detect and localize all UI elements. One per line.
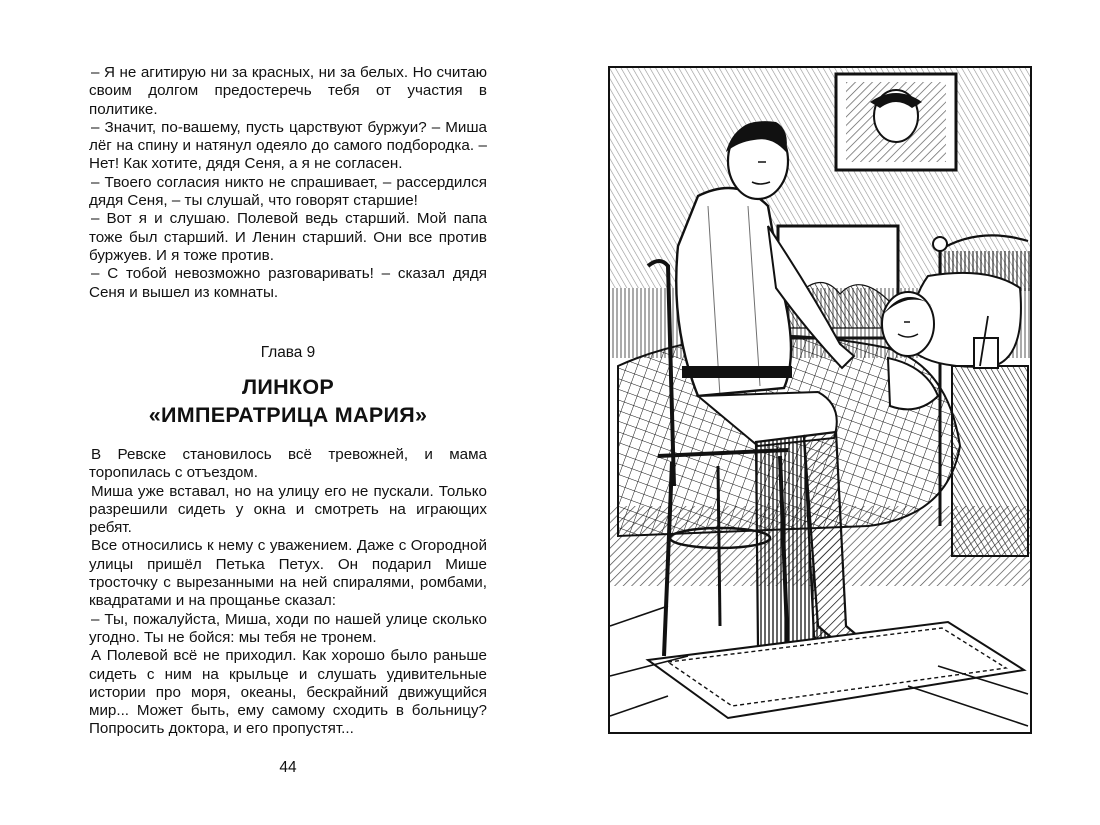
paragraph: В Ревске становилось всё тревожней, и мама торопилась с отъездом. — [89, 446, 487, 482]
chapter-text — [89, 446, 487, 739]
paragraph: – Вот я и слушаю. Полевой ведь старший. Мой папа тоже был старший. И Ленин старший. Они все против буржуев. И я тоже против. — [89, 210, 487, 264]
illustration — [608, 66, 1032, 734]
paragraph: – С тобой невозможно разговаривать! – сказал дядя Сеня и вышел из комнаты. — [89, 265, 487, 301]
page-number: 44 — [279, 759, 297, 776]
chapter-title — [89, 373, 487, 429]
chapter-label: Глава 9 — [260, 344, 316, 361]
paragraph: А Полевой всё не приходил. Как хорошо было раньше сидеть с ним на крыльце и слушать удивительные истории про моря, океаны, бескрайний движущийся мир... Может быть, ему самому сходить в больницу? Попросить доктора, и его пропустят... — [89, 647, 487, 738]
paragraph: – Твоего согласия никто не спрашивает, – рассердился дядя Сеня, – ты слушай, что говорят старшие! — [89, 173, 487, 210]
dialogue-text — [89, 64, 487, 302]
chapter-title-line1: ЛИНКОР — [241, 375, 335, 399]
paragraph: – Я не агитирую ни за красных, ни за белых. Но считаю своим долгом предостеречь тебя от участия в политике. — [89, 64, 487, 118]
paragraph: – Значит, по-вашему, пусть царствуют буржуи? – Миша лёг на спину и натянул одеяло до самого подбородка. – Нет! Как хотите, дядя Сеня, а я не согласен. — [89, 118, 487, 173]
paragraph: Миша уже вставал, но на улицу его не пускали. Только разрешили сидеть у окна и смотреть на играющих ребят. — [89, 482, 487, 537]
paragraph: – Ты, пожалуйста, Миша, ходи по нашей улице сколько угодно. Ты не бойся: мы тебя не тронем. — [89, 610, 487, 646]
ink-drawing-illustration — [608, 66, 1032, 734]
chapter-title-line2: «ИМПЕРАТРИЦА МАРИЯ» — [148, 403, 428, 427]
paragraph: Все относились к нему с уважением. Даже с Огородной улицы пришёл Петька Петух. Он подарил Мише тросточку с вырезанными на ней спиралями, ромбами, квадратами и на прощанье сказал: — [89, 537, 487, 610]
